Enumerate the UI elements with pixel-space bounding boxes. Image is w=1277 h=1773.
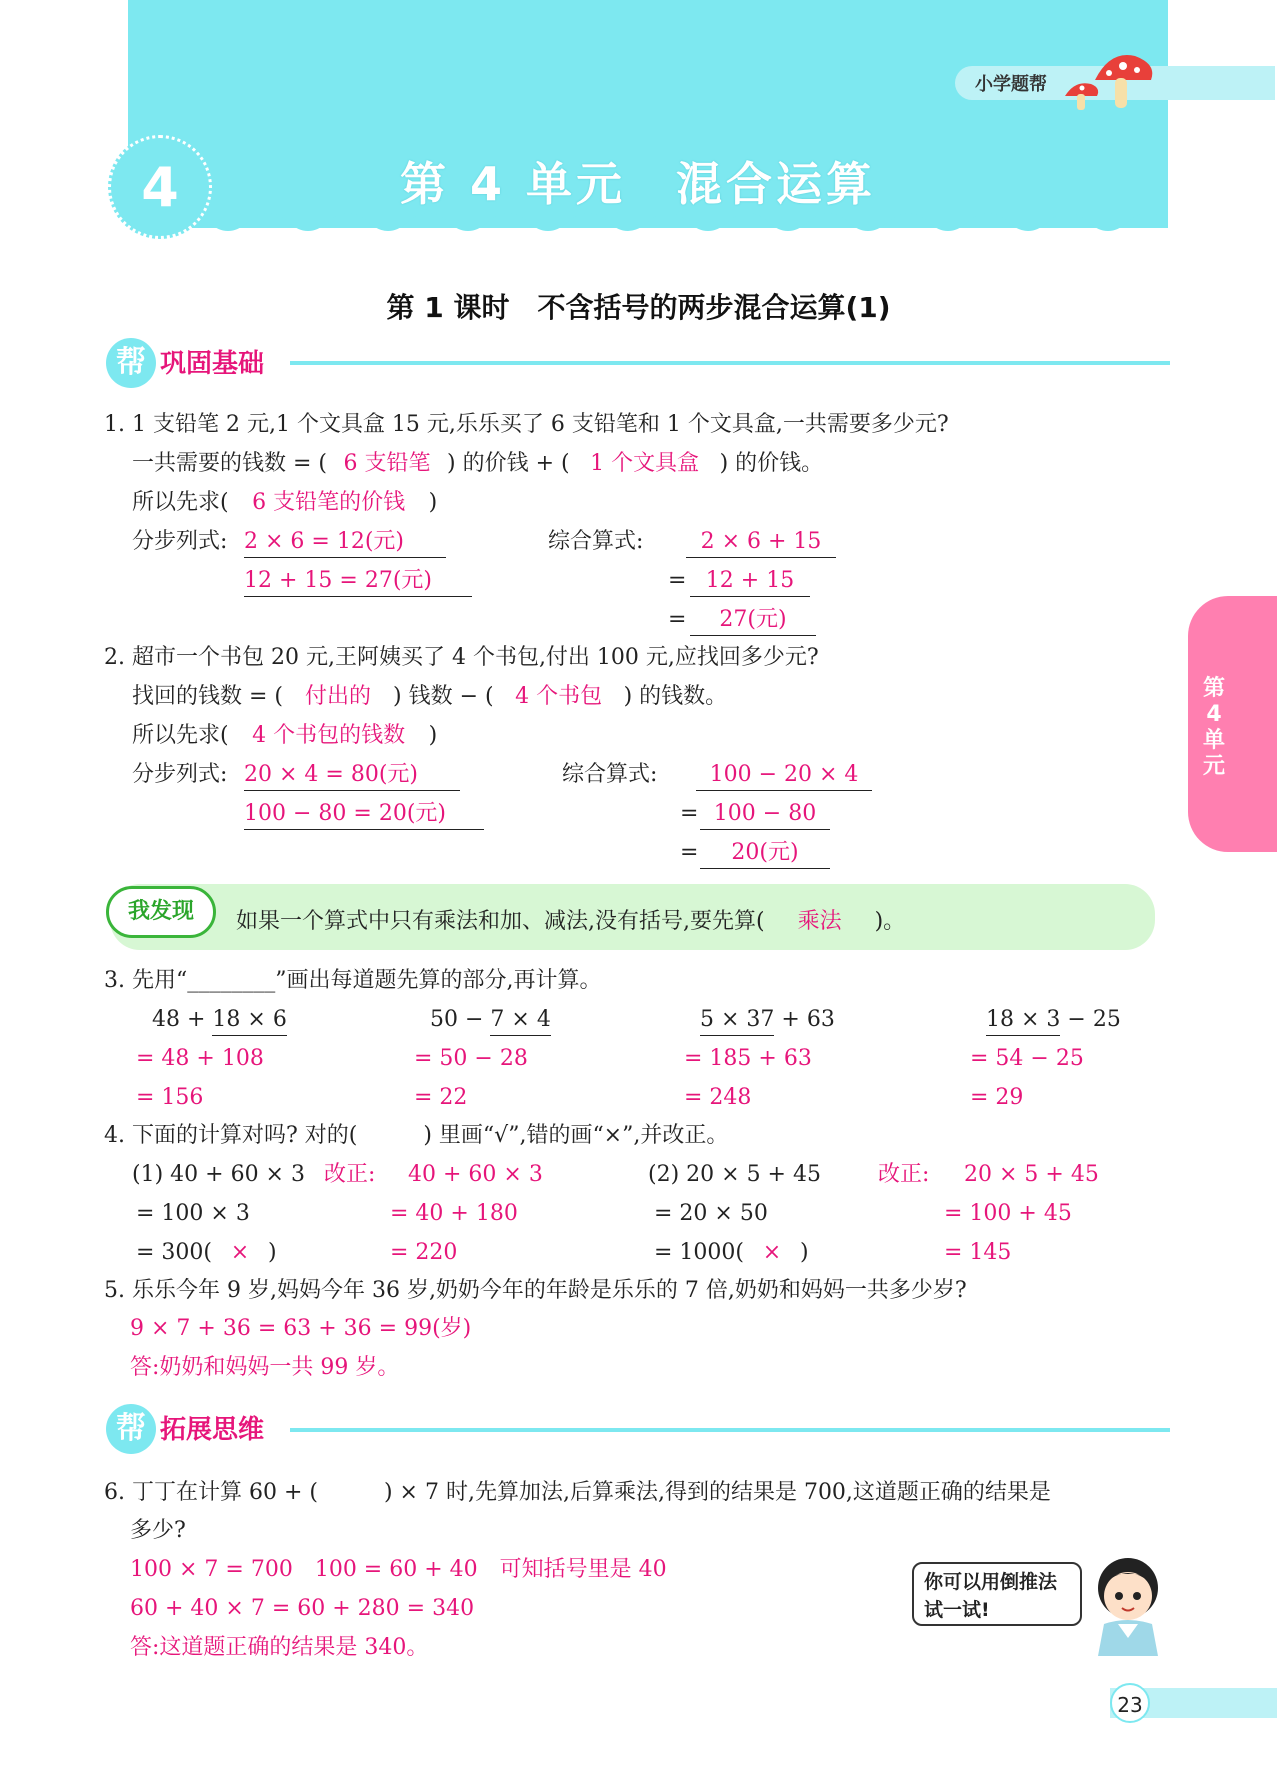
q4-p1-w2: = 300( × ) — [136, 1238, 277, 1268]
q4-p2-fix-label: 改正: — [878, 1162, 930, 1187]
q2-comb-1: 100 − 20 × 4 — [696, 760, 872, 791]
discover-text: 如果一个算式中只有乘法和加、减法,没有括号,要先算( 乘法 )。 — [236, 907, 905, 937]
q6-stem-1: 6. 丁丁在计算 60 + ( ) × 7 时,先算加法,后算乘法,得到的结果是 700,这道题正确的结果是 — [104, 1480, 1051, 1505]
q1-eq-1: = — [668, 568, 687, 593]
q1-step-label: 分步列式: — [132, 529, 228, 554]
q1-step-2: 12 + 15 = 27(元) — [244, 566, 472, 597]
section-rule — [290, 1428, 1170, 1432]
q2-step-2: 100 − 80 = 20(元) — [244, 799, 484, 830]
q2-blank-1: 付出的 — [305, 684, 372, 709]
discover-answer: 乘法 — [797, 909, 842, 934]
discover-badge: 我发现 — [106, 886, 216, 938]
q2-step-label: 分步列式: — [132, 762, 228, 787]
q5-answer: 答:奶奶和妈妈一共 99 岁。 — [130, 1355, 400, 1380]
q4-p2-w2: = 1000( × ) — [654, 1238, 809, 1268]
q5-work: 9 × 7 + 36 = 63 + 36 = 99(岁) — [130, 1316, 472, 1341]
q2-stem: 2. 超市一个书包 20 元,王阿姨买了 4 个书包,付出 100 元,应找回多少元? — [104, 645, 819, 670]
unit-number-badge — [108, 135, 212, 239]
q4-p2-mark: × — [762, 1240, 782, 1265]
q5-stem: 5. 乐乐今年 9 岁,妈妈今年 36 岁,奶奶今年的年龄是乐乐的 7 倍,奶奶和妈妈一共多少岁? — [104, 1278, 967, 1303]
q2-comb-3: 20(元) — [700, 838, 830, 869]
brand-name: 小学题帮 — [975, 74, 1047, 95]
q2-eq-1: = — [680, 801, 699, 826]
q4-p2-w1: = 20 × 50 — [654, 1201, 768, 1226]
q3-first-step-mark: 7 × 4 — [490, 1005, 550, 1036]
q2-line1: 找回的钱数 = ( 付出的 ) 钱数 − ( 4 个书包 ) 的钱数。 — [132, 682, 727, 712]
section-header-extend — [106, 1404, 264, 1454]
q1-line1: 一共需要的钱数 = ( 6 支铅笔 ) 的价钱 + ( 1 个文具盒 ) 的价钱。 — [132, 449, 823, 479]
q4-p1-fix-1: 40 + 60 × 3 — [408, 1162, 543, 1187]
q3-expression: 50 − 7 × 4 — [430, 1005, 551, 1036]
q6-stem-2: 多少? — [130, 1518, 186, 1543]
q2-blank-3: 4 个书包的钱数 — [252, 723, 406, 748]
q2-comb-2: 100 − 80 — [700, 799, 830, 830]
q4-p1-w1: = 100 × 3 — [136, 1201, 250, 1226]
q1-line2: 所以先求( 6 支铅笔的价钱 ) — [132, 488, 437, 518]
q4-p2-fix-3: = 145 — [944, 1240, 1012, 1265]
q3-step-1: = 185 + 63 — [684, 1046, 812, 1071]
q1-comb-3: 27(元) — [690, 605, 816, 636]
q3-expression: 18 × 3 − 25 — [986, 1005, 1121, 1036]
q2-eq-2: = — [680, 840, 699, 865]
q4-p2-fix-1: 20 × 5 + 45 — [964, 1162, 1099, 1187]
q2-comb-label: 综合算式: — [562, 762, 658, 787]
q2-blank-2: 4 个书包 — [515, 684, 603, 709]
q3-step-2: = 248 — [684, 1085, 752, 1110]
q3-stem: 3. 先用“________”画出每道题先算的部分,再计算。 — [104, 968, 602, 993]
q1-comb-label: 综合算式: — [548, 529, 644, 554]
q4-stem: 4. 下面的计算对吗? 对的( ) 里画“√”,错的画“×”,并改正。 — [104, 1123, 729, 1148]
mushroom-icon — [1065, 46, 1155, 114]
q2-step-1: 20 × 4 = 80(元) — [244, 760, 460, 791]
girl-icon — [1082, 1548, 1174, 1660]
q1-blank-3: 6 支铅笔的价钱 — [252, 490, 406, 515]
q3-step-1: = 50 − 28 — [414, 1046, 528, 1071]
q3-first-step-mark: 18 × 6 — [212, 1005, 286, 1036]
hint-bubble: 你可以用倒推法试一试! — [912, 1562, 1082, 1626]
q3-expression: 5 × 37 + 63 — [700, 1005, 835, 1036]
q3-step-2: = 22 — [414, 1085, 468, 1110]
q3-first-step-mark: 5 × 37 — [700, 1005, 774, 1036]
section-bang: 帮 — [106, 338, 156, 388]
unit-title: 第 4 单元 混合运算 — [400, 157, 877, 211]
q1-eq-2: = — [668, 607, 687, 632]
section-header-consolidate — [106, 338, 264, 388]
q4-p1-mark: × — [230, 1240, 250, 1265]
q1-stem: 1. 1 支铅笔 2 元,1 个文具盒 15 元,乐乐买了 6 支铅笔和 1 个文具盒,一共需要多少元? — [104, 412, 949, 437]
q1-blank-1: 6 支铅笔 — [343, 451, 431, 476]
side-tab-label: 第4单元 — [1202, 676, 1225, 779]
section-rule — [290, 361, 1170, 365]
q3-expression: 48 + 18 × 6 — [152, 1005, 287, 1036]
page-number: 23 — [1110, 1683, 1150, 1723]
q4-p2-fix-2: = 100 + 45 — [944, 1201, 1072, 1226]
q1-step-1: 2 × 6 = 12(元) — [244, 527, 446, 558]
q3-step-2: = 156 — [136, 1085, 204, 1110]
q4-p1-fix-label: 改正: — [324, 1162, 376, 1187]
banner-scallop — [128, 212, 1168, 242]
section-label: 拓展思维 — [160, 1415, 265, 1445]
q6-work-2: 60 + 40 × 7 = 60 + 280 = 340 — [130, 1596, 475, 1621]
unit-number: 4 — [141, 155, 179, 219]
section-label: 巩固基础 — [160, 349, 265, 379]
q4-p1-fix-3: = 220 — [390, 1240, 458, 1265]
q6-work-1: 100 × 7 = 700 100 = 60 + 40 可知括号里是 40 — [130, 1557, 667, 1582]
section-bang: 帮 — [106, 1404, 156, 1454]
q4-p1-expr: (1) 40 + 60 × 3 — [132, 1162, 305, 1187]
q3-step-1: = 48 + 108 — [136, 1046, 264, 1071]
lesson-title: 第 1 课时 不含括号的两步混合运算(1) — [386, 291, 891, 324]
q4-p2-expr: (2) 20 × 5 + 45 — [648, 1162, 821, 1187]
q3-first-step-mark: 18 × 3 — [986, 1005, 1060, 1036]
q1-comb-1: 2 × 6 + 15 — [686, 527, 836, 558]
q1-blank-2: 1 个文具盒 — [590, 451, 700, 476]
q3-step-2: = 29 — [970, 1085, 1024, 1110]
q2-line2: 所以先求( 4 个书包的钱数 ) — [132, 721, 437, 751]
q1-comb-2: 12 + 15 — [690, 566, 810, 597]
q4-p1-fix-2: = 40 + 180 — [390, 1201, 518, 1226]
q3-step-1: = 54 − 25 — [970, 1046, 1084, 1071]
q6-answer: 答:这道题正确的结果是 340。 — [130, 1635, 429, 1660]
